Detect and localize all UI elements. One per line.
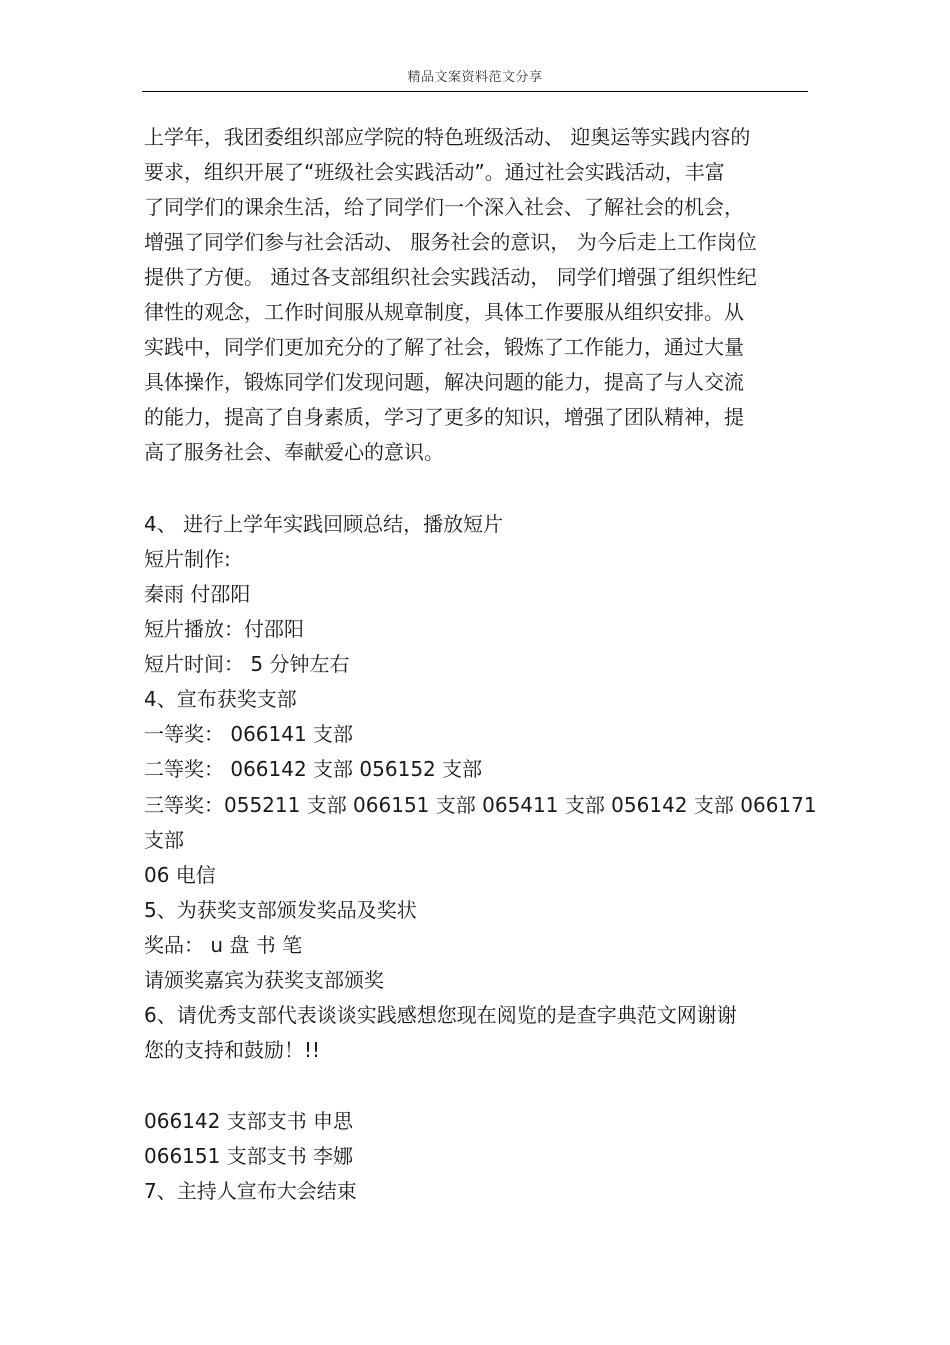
agenda-line: 6、请优秀支部代表谈谈实践感想您现在阅览的是查字典范文网谢谢 — [144, 1003, 737, 1027]
agenda-line: 4、宣布获奖支部 — [144, 687, 297, 711]
paragraph-line: 上学年，我团委组织部应学院的特色班级活动、 迎奥运等实践内容的 — [144, 125, 751, 149]
paragraph-line: 实践中，同学们更加充分的了解了社会，锻炼了工作能力，通过大量 — [144, 335, 744, 359]
paragraph-line: 具体操作，锻炼同学们发现问题，解决问题的能力，提高了与人交流 — [144, 370, 744, 394]
agenda-line: 请颁奖嘉宾为获奖支部颁奖 — [144, 968, 384, 992]
agenda-line: 5、为获奖支部颁发奖品及奖状 — [144, 898, 417, 922]
header-divider — [142, 91, 808, 92]
agenda-line: 秦雨 付邵阳 — [144, 582, 251, 606]
agenda-line: 06 电信 — [144, 863, 216, 887]
closing-line: 7、主持人宣布大会结束 — [144, 1179, 357, 1203]
agenda-line: 4、 进行上学年实践回顾总结，播放短片 — [144, 512, 504, 536]
paragraph-line: 的能力，提高了自身素质，学习了更多的知识，增强了团队精神，提 — [144, 405, 744, 429]
paragraph-line: 增强了同学们参与社会活动、 服务社会的意识， 为今后走上工作岗位 — [144, 230, 757, 254]
agenda-line: 奖品： u 盘 书 笔 — [144, 933, 303, 957]
agenda-line: 二等奖： 066142 支部 056152 支部 — [144, 757, 483, 781]
closing-line: 066142 支部支书 申思 — [144, 1109, 354, 1133]
closing-line: 066151 支部支书 李娜 — [144, 1144, 354, 1168]
agenda-line: 支部 — [144, 828, 184, 852]
agenda-line: 一等奖： 066141 支部 — [144, 722, 354, 746]
agenda-line: 短片播放：付邵阳 — [144, 617, 304, 641]
page-header: 精品文案资料范文分享 — [407, 70, 543, 85]
paragraph-line: 高了服务社会、奉献爱心的意识。 — [144, 440, 444, 464]
agenda-line: 短片时间： 5 分钟左右 — [144, 652, 350, 676]
paragraph-line: 要求，组织开展了“班级社会实践活动”。通过社会实践活动，丰富 — [144, 160, 725, 184]
agenda-line: 三等奖：055211 支部 066151 支部 065411 支部 056142 支部 066171 — [144, 793, 817, 817]
agenda-line: 您的支持和鼓励！!! — [144, 1038, 321, 1062]
agenda-line: 短片制作: — [144, 547, 231, 571]
paragraph-line: 了同学们的课余生活，给了同学们一个深入社会、了解社会的机会， — [144, 195, 744, 219]
paragraph-line: 律性的观念，工作时间服从规章制度，具体工作要服从组织安排。从 — [144, 300, 744, 324]
paragraph-line: 提供了方便。 通过各支部组织社会实践活动， 同学们增强了组织性纪 — [144, 265, 757, 289]
